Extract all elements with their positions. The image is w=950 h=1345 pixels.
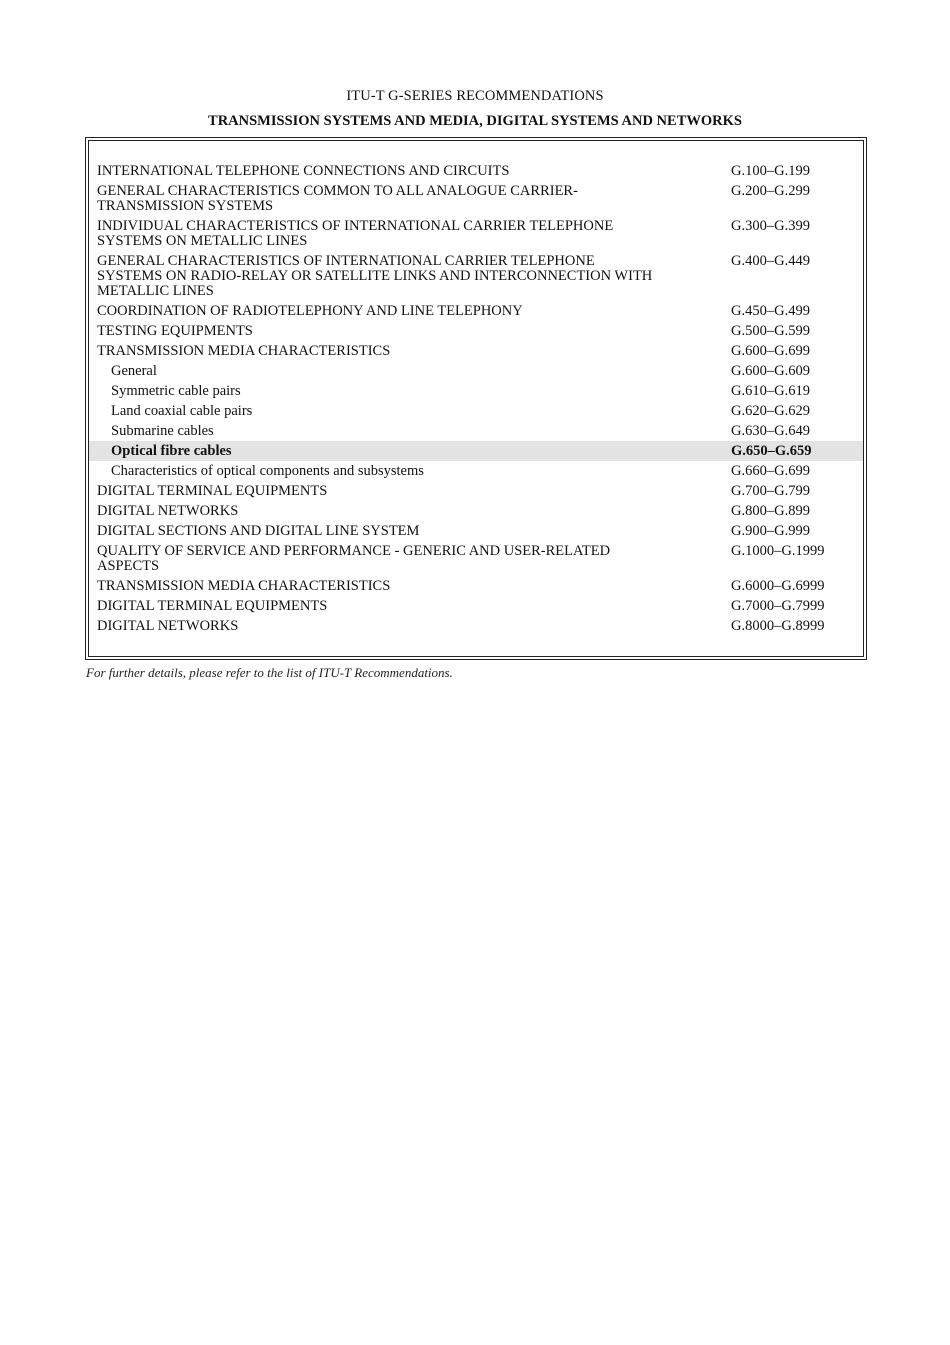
row-label: Characteristics of optical components and subsystems [111, 463, 424, 479]
series-subtitle: TRANSMISSION SYSTEMS AND MEDIA, DIGITAL SYSTEMS AND NETWORKS [208, 113, 742, 129]
row-label: DIGITAL NETWORKS [97, 503, 239, 519]
row-label: Submarine cables [111, 423, 214, 439]
table-row [89, 501, 863, 521]
table-row [89, 321, 863, 341]
row-label: DIGITAL NETWORKS [97, 618, 239, 634]
row-label: TRANSMISSION MEDIA CHARACTERISTICS [97, 578, 391, 594]
row-range: G.6000–G.6999 [731, 578, 825, 594]
row-range: G.700–G.799 [731, 483, 810, 499]
row-range: G.900–G.999 [731, 523, 810, 539]
row-label: DIGITAL SECTIONS AND DIGITAL LINE SYSTEM [97, 523, 420, 539]
series-title: ITU-T G-SERIES RECOMMENDATIONS [346, 88, 604, 104]
table-row-sub [89, 381, 863, 401]
recommendations-table [88, 140, 864, 657]
row-range: G.8000–G.8999 [731, 618, 825, 634]
table-row [89, 541, 863, 576]
recommendations-table-frame [85, 137, 867, 660]
table-row [89, 161, 863, 181]
row-label: COORDINATION OF RADIOTELEPHONY AND LINE TELEPHONY [97, 303, 523, 319]
row-label: Optical fibre cables [111, 443, 232, 459]
row-label: DIGITAL TERMINAL EQUIPMENTS [97, 483, 328, 499]
table-row [89, 596, 863, 616]
row-range: G.600–G.699 [731, 343, 810, 359]
row-range: G.620–G.629 [731, 403, 810, 419]
row-label: Land coaxial cable pairs [111, 403, 253, 419]
row-range: G.200–G.299 [731, 183, 810, 199]
table-row [89, 301, 863, 321]
row-range: G.400–G.449 [731, 253, 810, 269]
row-range: G.500–G.599 [731, 323, 810, 339]
table-row [89, 341, 863, 361]
row-range: G.650–G.659 [731, 443, 812, 459]
row-label: TRANSMISSION MEDIA CHARACTERISTICS [97, 343, 391, 359]
row-range: G.7000–G.7999 [731, 598, 825, 614]
row-range: G.100–G.199 [731, 163, 810, 179]
table-row [89, 616, 863, 636]
table-row [89, 251, 863, 301]
page-header [0, 86, 950, 131]
table-row [89, 181, 863, 216]
row-label: TESTING EQUIPMENTS [97, 323, 253, 339]
row-label: QUALITY OF SERVICE AND PERFORMANCE - GENERIC AND USER-RELATED ASPECTS [97, 543, 611, 574]
row-label: GENERAL CHARACTERISTICS OF INTERNATIONAL CARRIER TELEPHONE SYSTEMS ON RADIO-RELAY OR SATELLITE LINKS AND INTERCONNECTION WITH METALLIC LINES [97, 253, 653, 299]
row-range: G.610–G.619 [731, 383, 810, 399]
table-row-sub [89, 361, 863, 381]
row-range: G.630–G.649 [731, 423, 810, 439]
row-range: G.660–G.699 [731, 463, 810, 479]
row-label: Symmetric cable pairs [111, 383, 241, 399]
table-row [89, 216, 863, 251]
row-label: INDIVIDUAL CHARACTERISTICS OF INTERNATIONAL CARRIER TELEPHONE SYSTEMS ON METALLIC LINES [97, 218, 614, 249]
table-row [89, 481, 863, 501]
table-row [89, 576, 863, 596]
table-row-sub [89, 421, 863, 441]
row-range: G.450–G.499 [731, 303, 810, 319]
row-label: General [111, 363, 157, 379]
row-label: DIGITAL TERMINAL EQUIPMENTS [97, 598, 328, 614]
table-row-sub [89, 401, 863, 421]
row-label: GENERAL CHARACTERISTICS COMMON TO ALL ANALOGUE CARRIER- TRANSMISSION SYSTEMS [97, 183, 578, 214]
table-rows [89, 161, 863, 636]
table-row-sub [89, 461, 863, 481]
footnote: For further details, please refer to the list of ITU-T Recommendations. [86, 665, 453, 680]
table-row-highlighted [89, 441, 863, 461]
row-range: G.600–G.609 [731, 363, 810, 379]
row-label: INTERNATIONAL TELEPHONE CONNECTIONS AND CIRCUITS [97, 163, 510, 179]
row-range: G.1000–G.1999 [731, 543, 825, 559]
row-range: G.800–G.899 [731, 503, 810, 519]
row-range: G.300–G.399 [731, 218, 810, 234]
table-row [89, 521, 863, 541]
